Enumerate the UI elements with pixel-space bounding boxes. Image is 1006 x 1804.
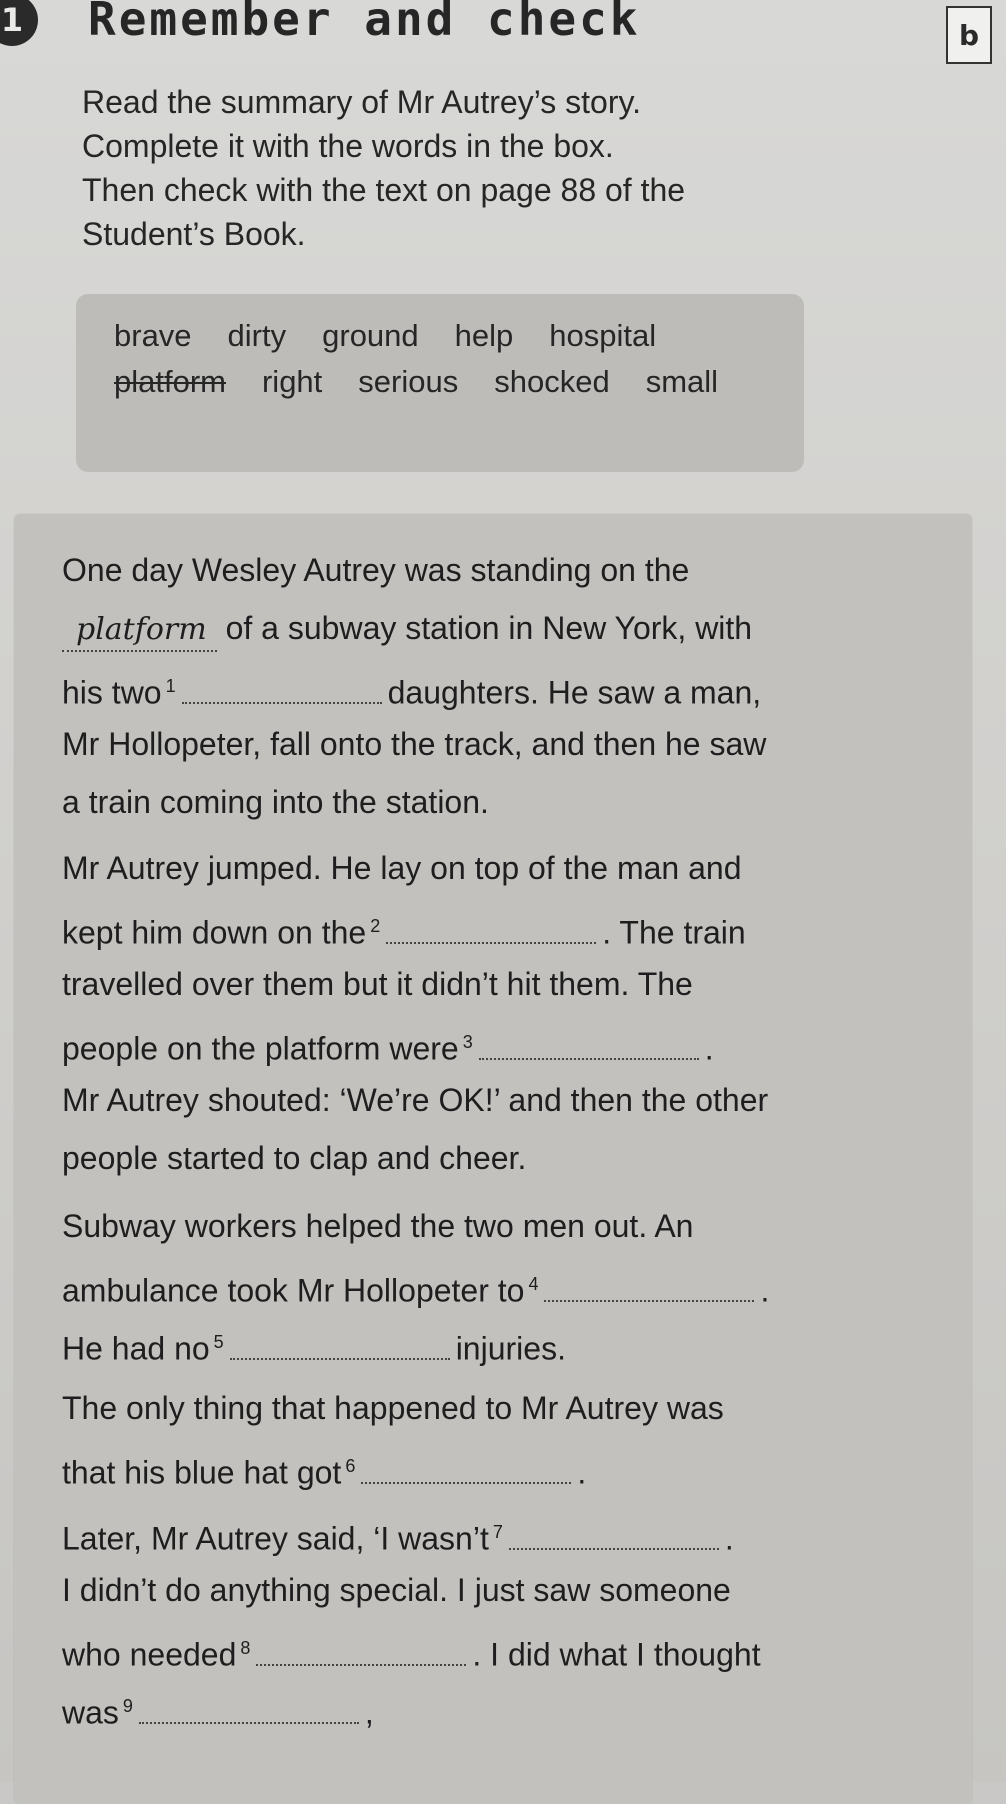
- story-line: [62, 666, 761, 713]
- story-text-segment: Mr Hollopeter, fall onto the track, and then he saw: [62, 726, 767, 762]
- word-dirty: dirty: [227, 318, 287, 353]
- story-text-segment: who needed: [62, 1636, 237, 1673]
- story-line: [62, 608, 752, 652]
- story-line: [62, 964, 693, 1004]
- story-line: [62, 906, 746, 953]
- story-text-segment: .: [704, 1030, 714, 1067]
- gap-number: 5: [213, 1332, 224, 1352]
- story-text-segment: was: [62, 1694, 119, 1731]
- story-text-segment: .: [577, 1454, 587, 1491]
- story-text-segment: his two: [62, 674, 162, 711]
- story-line: [62, 1570, 731, 1610]
- word-right: right: [261, 364, 323, 399]
- gap-number: 9: [122, 1696, 133, 1716]
- word-ground: ground: [322, 318, 419, 353]
- answer-gap-3[interactable]: [479, 1028, 699, 1060]
- answer-gap-7[interactable]: [509, 1518, 719, 1550]
- gap-number: 4: [528, 1274, 539, 1294]
- gap-number: 7: [492, 1522, 503, 1542]
- story-line: [62, 1446, 586, 1493]
- instruction-line: Student’s Book.: [82, 216, 306, 252]
- story-line: [62, 550, 689, 590]
- story-text-segment: One day Wesley Autrey was standing on the: [62, 552, 690, 588]
- gap-number: 3: [462, 1032, 473, 1052]
- word-list: [114, 316, 794, 402]
- gap-number: 8: [240, 1638, 251, 1658]
- gap-number: 2: [370, 916, 381, 936]
- story-line: [62, 724, 766, 764]
- answer-gap-9[interactable]: [139, 1692, 359, 1724]
- story-line: [62, 848, 741, 888]
- story-line: [62, 1022, 714, 1069]
- word-platform: platform: [114, 364, 226, 399]
- example-answer: platform: [62, 610, 217, 652]
- story-text-segment: Mr Autrey jumped. He lay on top of the man and: [62, 850, 742, 886]
- story-text-segment: people on the platform were: [62, 1030, 459, 1067]
- story-text-segment: Mr Autrey shouted: ‘We’re OK!’ and then the other: [62, 1082, 769, 1118]
- instruction-line: Complete it with the words in the box.: [82, 128, 614, 164]
- word-brave: brave: [114, 318, 192, 353]
- story-line: [62, 1512, 734, 1559]
- answer-gap-8[interactable]: [256, 1634, 466, 1666]
- story-line: [62, 1388, 724, 1428]
- instruction-line: Read the summary of Mr Autrey’s story.: [82, 84, 641, 120]
- story-text-segment: daughters. He saw a man,: [387, 674, 762, 711]
- story-line: [62, 1264, 769, 1311]
- story-line: [62, 1628, 761, 1675]
- word-hospital: hospital: [549, 318, 657, 353]
- gap-number: 6: [345, 1456, 356, 1476]
- exercise-header: [0, 0, 1006, 60]
- story-text-segment: . The train: [602, 914, 746, 951]
- answer-gap-1[interactable]: [182, 672, 382, 704]
- word-small: small: [645, 364, 719, 399]
- story-text-segment: He had no: [62, 1330, 210, 1367]
- exercise-title: Remember and check: [88, 0, 641, 46]
- story-line: [62, 1080, 768, 1120]
- word-serious: serious: [358, 364, 459, 399]
- story-text-segment: people started to clap and cheer.: [62, 1140, 527, 1176]
- story-text-segment: .: [724, 1520, 734, 1557]
- story-text-segment: kept him down on the: [62, 914, 367, 951]
- story-text-segment: I didn’t do anything special. I just saw someone: [62, 1572, 731, 1608]
- gap-number: 1: [165, 676, 176, 696]
- story-text-segment: .: [760, 1272, 770, 1309]
- story-line: [62, 782, 489, 822]
- answer-gap-4[interactable]: [544, 1270, 754, 1302]
- answer-gap-5[interactable]: [230, 1328, 450, 1360]
- story-text-segment: of a subway station in New York, with: [225, 610, 753, 646]
- story-text-segment: ,: [364, 1694, 374, 1731]
- story-text-segment: travelled over them but it didn’t hit them. The: [62, 966, 693, 1002]
- exercise-number-badge: 1: [0, 0, 38, 46]
- story-text-segment: Later, Mr Autrey said, ‘I wasn’t: [62, 1520, 489, 1557]
- answer-gap-6[interactable]: [361, 1452, 571, 1484]
- story-line: [62, 1686, 374, 1733]
- story-text-segment: that his blue hat got: [62, 1454, 342, 1491]
- story-text-segment: ambulance took Mr Hollopeter to: [62, 1272, 525, 1309]
- story-line: [62, 1138, 526, 1178]
- story-text-segment: . I did what I thought: [472, 1636, 761, 1673]
- story-text-segment: Subway workers helped the two men out. An: [62, 1208, 694, 1244]
- story-text-segment: a train coming into the station.: [62, 784, 489, 820]
- instruction-line: Then check with the text on page 88 of the: [82, 172, 686, 208]
- word-help: help: [454, 318, 514, 353]
- story-line: [62, 1206, 693, 1246]
- instructions: [82, 80, 902, 256]
- word-box: [76, 294, 804, 472]
- level-badge: b: [946, 6, 992, 64]
- word-shocked: shocked: [494, 364, 610, 399]
- answer-gap-2[interactable]: [386, 912, 596, 944]
- story-text-segment: The only thing that happened to Mr Autrey was: [62, 1390, 724, 1426]
- story-text-segment: injuries.: [455, 1330, 566, 1367]
- story-line: [62, 1322, 566, 1369]
